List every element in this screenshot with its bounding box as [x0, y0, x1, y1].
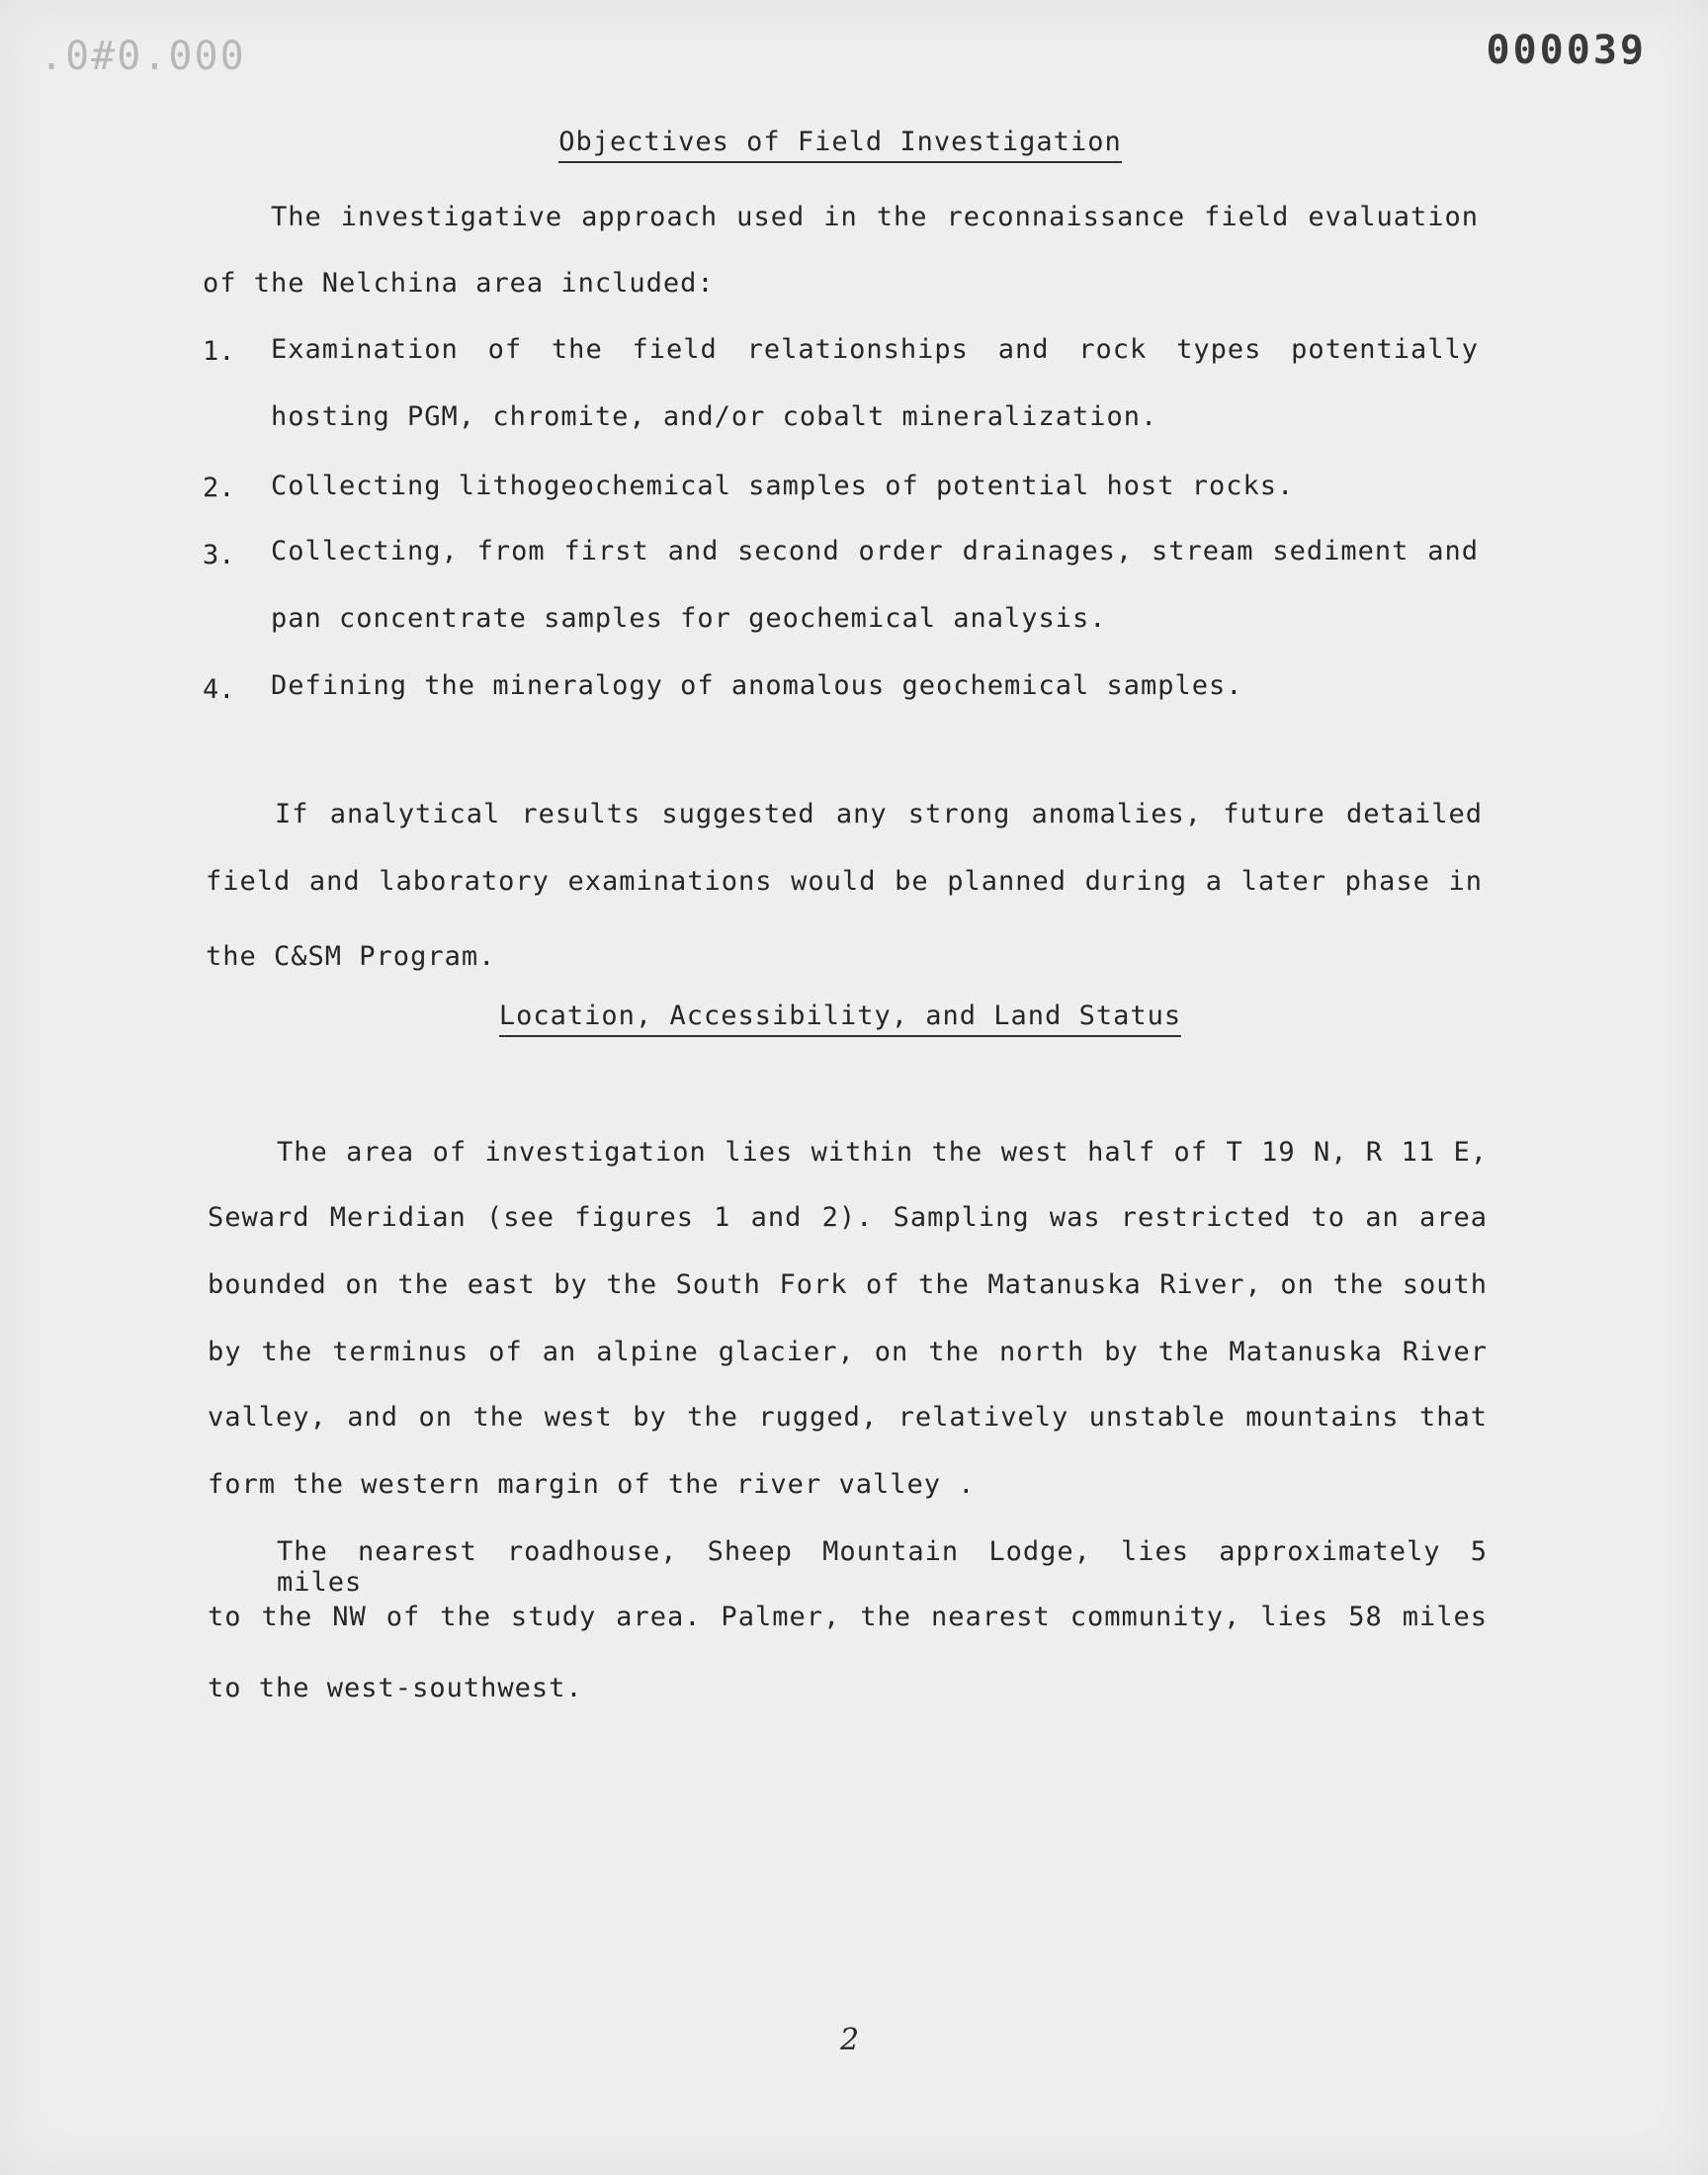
intro-line-1: The investigative approach used in the reconnaissance field evaluation: [271, 202, 1479, 232]
paragraph-line: bounded on the east by the South Fork of the Matanuska River, on the south: [208, 1269, 1488, 1300]
list-item-line: pan concentrate samples for geochemical analysis.: [271, 603, 1107, 634]
paragraph-line: to the west-southwest.: [208, 1673, 583, 1703]
paragraph-line: form the western margin of the river valley .: [208, 1469, 976, 1500]
list-item-line: Collecting, from first and second order drainages, stream sediment and: [271, 536, 1479, 566]
paragraph-line: Seward Meridian (see figures 1 and 2). Sampling was restricted to an area: [208, 1202, 1488, 1233]
paragraph-line: to the NW of the study area. Palmer, the nearest community, lies 58 miles: [208, 1602, 1488, 1632]
paragraph-line: field and laboratory examinations would be planned during a later phase in: [206, 866, 1483, 897]
paragraph-line: The area of investigation lies within the west half of T 19 N, R 11 E,: [277, 1137, 1488, 1168]
faint-stamp-number: .0#0.000: [40, 34, 246, 79]
section-heading-objectives: [0, 127, 1680, 157]
list-item-number: 3.: [203, 540, 235, 570]
paragraph-line: the C&SM Program.: [206, 941, 496, 972]
section-heading-text: Location, Accessibility, and Land Status: [499, 1000, 1181, 1037]
list-item-number: 1.: [203, 336, 235, 367]
list-item-number: 2.: [203, 473, 235, 503]
paragraph-line: The nearest roadhouse, Sheep Mountain Lodge, lies approximately 5 miles: [277, 1536, 1488, 1598]
intro-line-2: of the Nelchina area included:: [203, 268, 715, 299]
paragraph-line: If analytical results suggested any strong anomalies, future detailed: [275, 799, 1483, 829]
document-number: 000039: [1486, 28, 1647, 73]
list-item-line: hosting PGM, chromite, and/or cobalt mineralization.: [271, 401, 1158, 432]
section-heading-location: [0, 1000, 1680, 1031]
list-item-number: 4.: [203, 674, 235, 705]
paragraph-line: by the terminus of an alpine glacier, on the north by the Matanuska River: [208, 1337, 1488, 1367]
list-item-line: Defining the mineralogy of anomalous geochemical samples.: [271, 670, 1243, 701]
paragraph-line: valley, and on the west by the rugged, relatively unstable mountains that: [208, 1402, 1488, 1433]
list-item-line: Collecting lithogeochemical samples of potential host rocks.: [271, 471, 1295, 501]
list-item-line: Examination of the field relationships and rock types potentially: [271, 334, 1479, 365]
page-number: 2: [840, 2023, 860, 2057]
section-heading-text: Objectives of Field Investigation: [558, 127, 1121, 163]
